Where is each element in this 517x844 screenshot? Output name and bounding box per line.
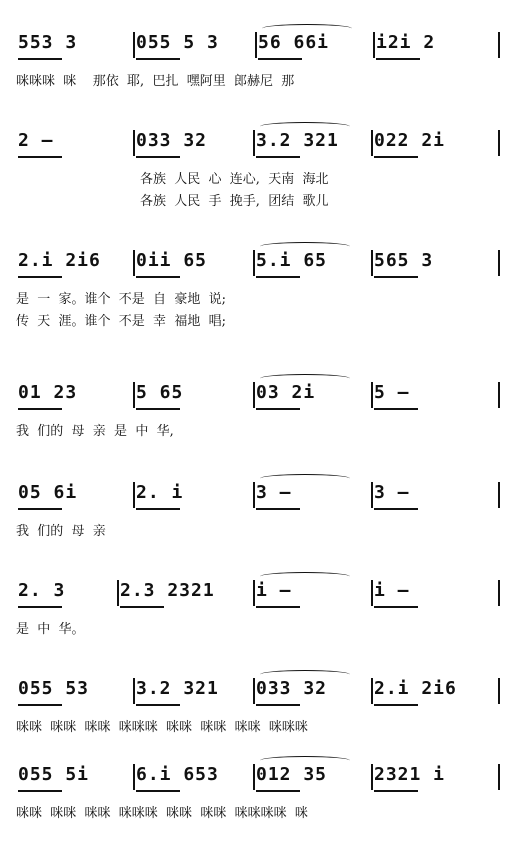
slur bbox=[262, 24, 352, 33]
barline bbox=[371, 130, 373, 156]
beam-underline bbox=[18, 704, 62, 706]
beam-underline bbox=[374, 790, 418, 792]
measure-notes: 022 2i bbox=[374, 130, 446, 151]
barline bbox=[133, 130, 135, 156]
barline bbox=[255, 32, 257, 58]
measure-notes: 565 3 bbox=[374, 250, 434, 271]
measure-notes: i — bbox=[256, 580, 292, 601]
beam-underline bbox=[256, 508, 300, 510]
lyric-line: 各族 人民 手 挽手, 团结 歌儿 bbox=[140, 194, 329, 209]
measure-notes: 033 32 bbox=[256, 678, 328, 699]
measure-notes: i — bbox=[374, 580, 410, 601]
barline bbox=[253, 678, 255, 704]
measure-notes: 2. 3 bbox=[18, 580, 66, 601]
measure-notes: 2 — bbox=[18, 130, 54, 151]
beam-underline bbox=[120, 606, 164, 608]
slur bbox=[260, 122, 350, 131]
barline bbox=[253, 482, 255, 508]
beam-underline bbox=[18, 790, 62, 792]
beam-underline bbox=[256, 606, 300, 608]
barline bbox=[498, 32, 500, 58]
barline bbox=[498, 250, 500, 276]
barline bbox=[133, 764, 135, 790]
lyric-line: 咪咪 咪咪 咪咪 咪咪咪 咪咪 咪咪 咪咪 咪咪咪 bbox=[16, 720, 308, 735]
beam-underline bbox=[136, 704, 180, 706]
measure-notes: 2.3 2321 bbox=[120, 580, 215, 601]
barline bbox=[133, 382, 135, 408]
measure-notes: 3 — bbox=[256, 482, 292, 503]
beam-underline bbox=[136, 156, 180, 158]
barline bbox=[498, 382, 500, 408]
beam-underline bbox=[374, 606, 418, 608]
barline bbox=[498, 678, 500, 704]
barline bbox=[253, 764, 255, 790]
slur bbox=[260, 374, 350, 383]
barline bbox=[253, 130, 255, 156]
barline bbox=[253, 250, 255, 276]
measure-notes: 5.i 65 bbox=[256, 250, 328, 271]
measure-notes: 6.i 653 bbox=[136, 764, 219, 785]
beam-underline bbox=[256, 276, 300, 278]
barline bbox=[253, 382, 255, 408]
beam-underline bbox=[374, 408, 418, 410]
lyric-line: 咪咪 咪咪 咪咪 咪咪咪 咪咪 咪咪 咪咪咪咪 咪 bbox=[16, 806, 308, 821]
barline bbox=[371, 382, 373, 408]
beam-underline bbox=[136, 508, 180, 510]
lyric-line: 我 们的 母 亲 bbox=[16, 524, 106, 539]
measure-notes: 033 32 bbox=[136, 130, 208, 151]
beam-underline bbox=[18, 276, 62, 278]
beam-underline bbox=[258, 58, 302, 60]
lyric-line: 传 天 涯。谁个 不是 幸 福地 唱; bbox=[16, 314, 226, 329]
beam-underline bbox=[18, 156, 62, 158]
measure-notes: 05 6i bbox=[18, 482, 78, 503]
beam-underline bbox=[136, 58, 180, 60]
beam-underline bbox=[18, 58, 62, 60]
barline bbox=[371, 580, 373, 606]
barline bbox=[371, 250, 373, 276]
measure-notes: 2.i 2i6 bbox=[374, 678, 457, 699]
beam-underline bbox=[376, 58, 420, 60]
barline bbox=[117, 580, 119, 606]
barline bbox=[498, 580, 500, 606]
beam-underline bbox=[256, 790, 300, 792]
beam-underline bbox=[136, 276, 180, 278]
slur bbox=[260, 572, 350, 581]
measure-notes: 56 66i bbox=[258, 32, 330, 53]
barline bbox=[133, 32, 135, 58]
lyric-line: 各族 人民 心 连心, 天南 海北 bbox=[140, 172, 329, 187]
measure-notes: 553 3 bbox=[18, 32, 78, 53]
beam-underline bbox=[374, 156, 418, 158]
slur bbox=[260, 756, 350, 765]
barline bbox=[133, 250, 135, 276]
lyric-line: 咪咪咪 咪 那依 耶, 巴扎 嘿阿里 郎赫尼 那 bbox=[16, 74, 295, 89]
barline bbox=[253, 580, 255, 606]
barline bbox=[498, 764, 500, 790]
measure-notes: 5 65 bbox=[136, 382, 184, 403]
measure-notes: i2i 2 bbox=[376, 32, 436, 53]
measure-notes: 0ii 65 bbox=[136, 250, 208, 271]
measure-notes: 055 53 bbox=[18, 678, 90, 699]
slur bbox=[260, 474, 350, 483]
measure-notes: 5 — bbox=[374, 382, 410, 403]
barline bbox=[373, 32, 375, 58]
measure-notes: 2.i 2i6 bbox=[18, 250, 101, 271]
slur bbox=[260, 242, 350, 251]
beam-underline bbox=[136, 790, 180, 792]
barline bbox=[371, 678, 373, 704]
measure-notes: 055 5 3 bbox=[136, 32, 219, 53]
measure-notes: 012 35 bbox=[256, 764, 328, 785]
beam-underline bbox=[256, 408, 300, 410]
beam-underline bbox=[374, 704, 418, 706]
measure-notes: 3.2 321 bbox=[136, 678, 219, 699]
beam-underline bbox=[374, 508, 418, 510]
barline bbox=[371, 482, 373, 508]
measure-notes: 2. i bbox=[136, 482, 184, 503]
barline bbox=[133, 678, 135, 704]
beam-underline bbox=[136, 408, 180, 410]
measure-notes: 3.2 321 bbox=[256, 130, 339, 151]
measure-notes: 2321 i bbox=[374, 764, 446, 785]
lyric-line: 我 们的 母 亲 是 中 华, bbox=[16, 424, 174, 439]
lyric-line: 是 一 家。谁个 不是 自 豪地 说; bbox=[16, 292, 226, 307]
barline bbox=[133, 482, 135, 508]
beam-underline bbox=[18, 408, 62, 410]
lyric-line: 是 中 华。 bbox=[16, 622, 85, 637]
barline bbox=[371, 764, 373, 790]
measure-notes: 3 — bbox=[374, 482, 410, 503]
slur bbox=[260, 670, 350, 679]
barline bbox=[498, 130, 500, 156]
measure-notes: 03 2i bbox=[256, 382, 316, 403]
measure-notes: 01 23 bbox=[18, 382, 78, 403]
beam-underline bbox=[18, 606, 62, 608]
beam-underline bbox=[18, 508, 62, 510]
measure-notes: 055 5i bbox=[18, 764, 90, 785]
beam-underline bbox=[256, 704, 300, 706]
beam-underline bbox=[256, 156, 300, 158]
beam-underline bbox=[374, 276, 418, 278]
barline bbox=[498, 482, 500, 508]
